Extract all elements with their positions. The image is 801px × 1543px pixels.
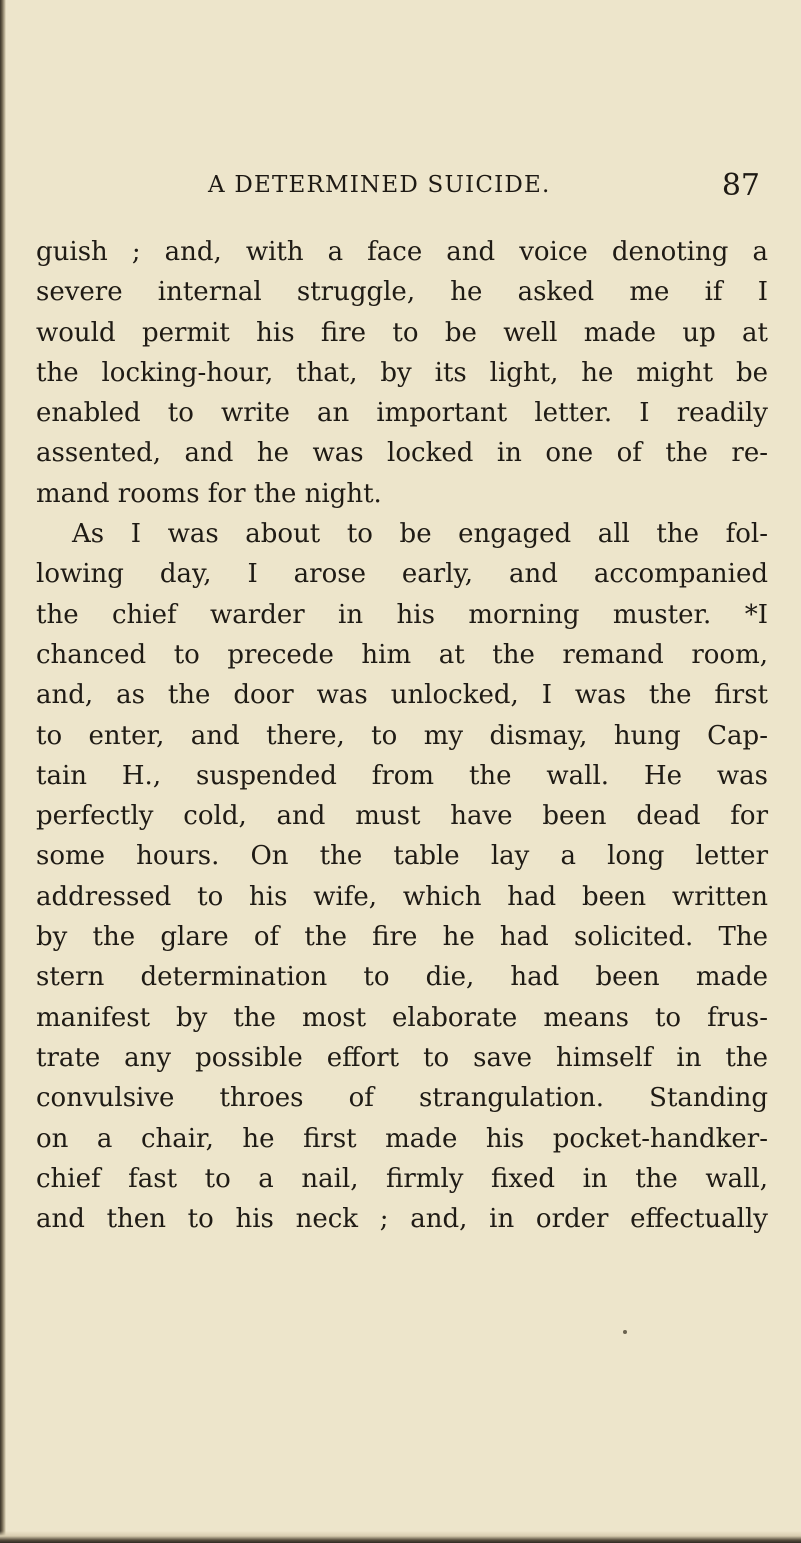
text-line: chanced to precede him at the remand room,	[36, 639, 768, 670]
text-line: addressed to his wife, which had been written	[36, 881, 768, 912]
text-line: trate any possible effort to save himself in the	[36, 1042, 768, 1073]
text-line: convulsive throes of strangulation. Standing	[36, 1083, 768, 1114]
text-line: tain H., suspended from the wall. He was	[36, 760, 768, 791]
running-head	[36, 168, 766, 206]
page-bottom-edge	[0, 1531, 801, 1543]
chapter-title: A DETERMINED SUICIDE.	[208, 172, 551, 198]
text-line: manifest by the most elaborate means to frus-	[36, 1002, 768, 1033]
text-line: on a chair, he first made his pocket-handker-	[36, 1123, 768, 1154]
text-line: severe internal struggle, he asked me if I	[36, 277, 768, 308]
text-line: perfectly cold, and must have been dead for	[36, 801, 768, 832]
text-line: some hours. On the table lay a long letter	[36, 841, 768, 872]
page-binding-edge	[0, 0, 6, 1543]
body-text	[36, 232, 768, 1239]
text-line: enabled to write an important letter. I readily	[36, 398, 768, 429]
page-number: 87	[721, 168, 760, 203]
text-line: As I was about to be engaged all the fol-	[72, 519, 768, 550]
text-line: guish ; and, with a face and voice denoting a	[36, 237, 768, 267]
text-line: and then to his neck ; and, in order effectually	[36, 1204, 768, 1235]
text-line: and, as the door was unlocked, I was the first	[36, 680, 768, 711]
text-line: mand rooms for the night.	[36, 478, 382, 509]
text-line: assented, and he was locked in one of the re-	[36, 438, 768, 469]
text-line: by the glare of the fire he had solicited. The	[36, 922, 768, 953]
text-line: the locking-hour, that, by its light, he might be	[36, 357, 768, 388]
text-line: lowing day, I arose early, and accompanied	[36, 559, 768, 590]
text-line: chief fast to a nail, firmly fixed in the wall,	[36, 1163, 768, 1194]
text-line: the chief warder in his morning muster. *I	[36, 599, 768, 630]
text-line: would permit his fire to be well made up at	[36, 317, 768, 348]
text-line: stern determination to die, had been made	[36, 962, 768, 993]
ink-speck	[623, 1330, 627, 1334]
text-line: to enter, and there, to my dismay, hung Cap-	[36, 720, 768, 751]
